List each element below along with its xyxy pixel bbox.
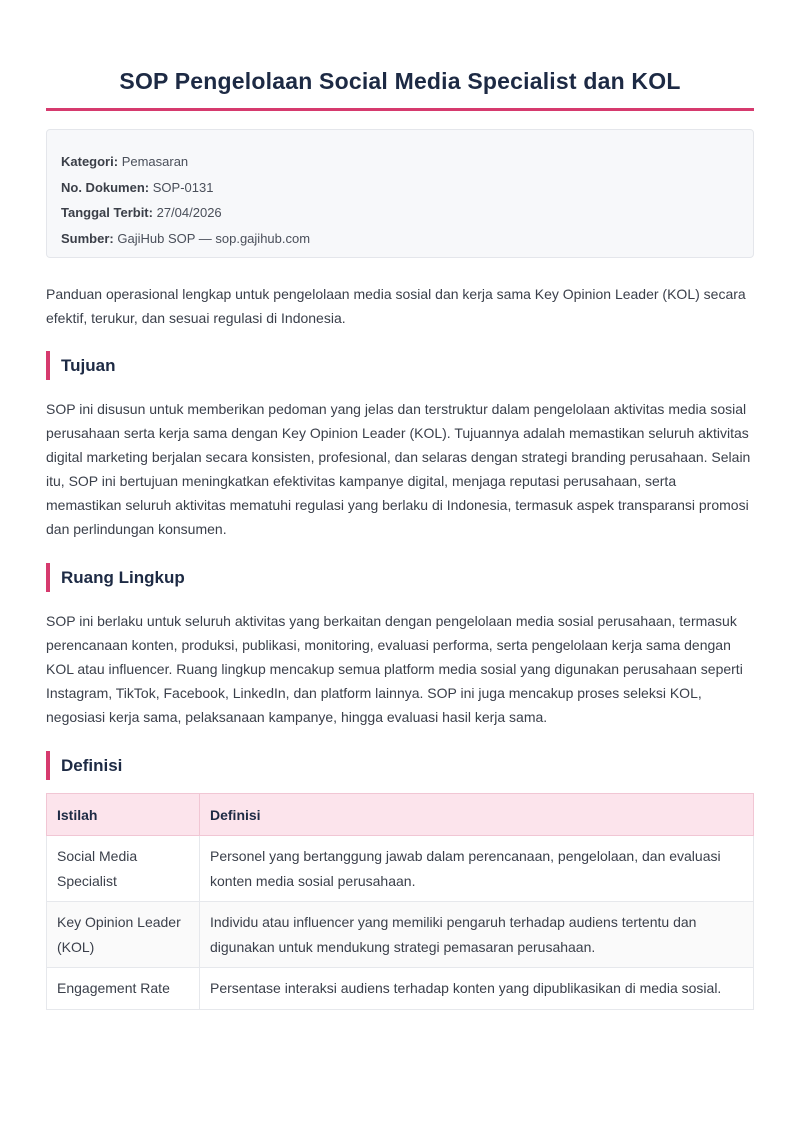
meta-label: No. Dokumen: <box>61 179 150 195</box>
meta-value: SOP-0131 <box>152 179 214 195</box>
meta-source <box>61 226 739 252</box>
section-heading-tujuan: Tujuan <box>46 351 115 380</box>
term-cell: Key Opinion Leader (KOL) <box>47 902 200 968</box>
section-heading-ruang-lingkup: Ruang Lingkup <box>46 563 185 592</box>
term-cell: Engagement Rate <box>47 968 200 1010</box>
meta-label: Tanggal Terbit: <box>61 205 153 220</box>
definition-cell: Personel yang bertanggung jawab dalam perencanaan, pengelolaan, dan evaluasi konten media sosial perusahaan. <box>200 836 754 902</box>
section-body-tujuan: SOP ini disusun untuk memberikan pedoman yang jelas dan terstruktur dalam pengelolaan aktivitas media sosial perusahaan serta kerja sama dengan Key Opinion Leader (KOL). Tujuannya adalah memastikan seluruh aktivitas digital marketing berjalan secara konsisten, profesional, dan selaras dengan strategi branding perusahaan. Selain itu, SOP ini bertujuan meningkatkan efektivitas kampanye digital, menjaga reputasi perusahaan, serta memastikan seluruh aktivitas mematuhi regulasi yang berlaku di Indonesia, termasuk aspek transparansi promosi dan perlindungan konsumen. <box>46 401 751 537</box>
table-row <box>47 968 754 1010</box>
page-title: SOP Pengelolaan Social Media Specialist dan KOL <box>119 68 681 94</box>
column-header-definition: Definisi <box>200 794 754 836</box>
section-heading-definisi: Definisi <box>46 751 122 780</box>
table-row <box>47 902 754 968</box>
meta-category <box>61 149 739 175</box>
meta-label: Kategori: <box>61 154 119 169</box>
meta-label: Sumber: <box>61 230 114 246</box>
table-header-row <box>47 794 754 836</box>
definition-table <box>46 793 754 1010</box>
meta-value: Pemasaran <box>121 154 189 169</box>
title-divider <box>46 108 754 111</box>
term-cell: Social Media Specialist <box>47 836 200 902</box>
table-row <box>47 836 754 902</box>
metadata-box <box>46 129 754 258</box>
meta-value: GajiHub SOP — sop.gajihub.com <box>117 230 311 246</box>
meta-value: 27/04/2026 <box>156 205 222 220</box>
intro-paragraph: Panduan operasional lengkap untuk pengelolaan media sosial dan kerja sama Key Opinion Leader (KOL) secara efektif, terukur, dan sesuai regulasi di Indonesia. <box>46 286 746 326</box>
meta-issue-date <box>61 200 739 226</box>
section-body-ruang-lingkup: SOP ini berlaku untuk seluruh aktivitas yang berkaitan dengan pengelolaan media sosial perusahaan, termasuk perencanaan konten, produksi, publikasi, monitoring, evaluasi performa, serta pengelolaan kerja sama dengan KOL atau influencer. Ruang lingkup mencakup semua platform media sosial yang digunakan perusahaan seperti Instagram, TikTok, Facebook, LinkedIn, dan platform lainnya. SOP ini juga mencakup proses seleksi KOL, negosiasi kerja sama, pelaksanaan kampanye, hingga evaluasi hasil kerja sama. <box>46 613 743 725</box>
definition-cell: Individu atau influencer yang memiliki pengaruh terhadap audiens tertentu dan digunakan untuk mendukung strategi pemasaran perusahaan. <box>200 902 754 968</box>
column-header-term: Istilah <box>47 794 200 836</box>
meta-document-number <box>61 175 739 201</box>
definition-cell: Persentase interaksi audiens terhadap konten yang dipublikasikan di media sosial. <box>200 968 754 1010</box>
